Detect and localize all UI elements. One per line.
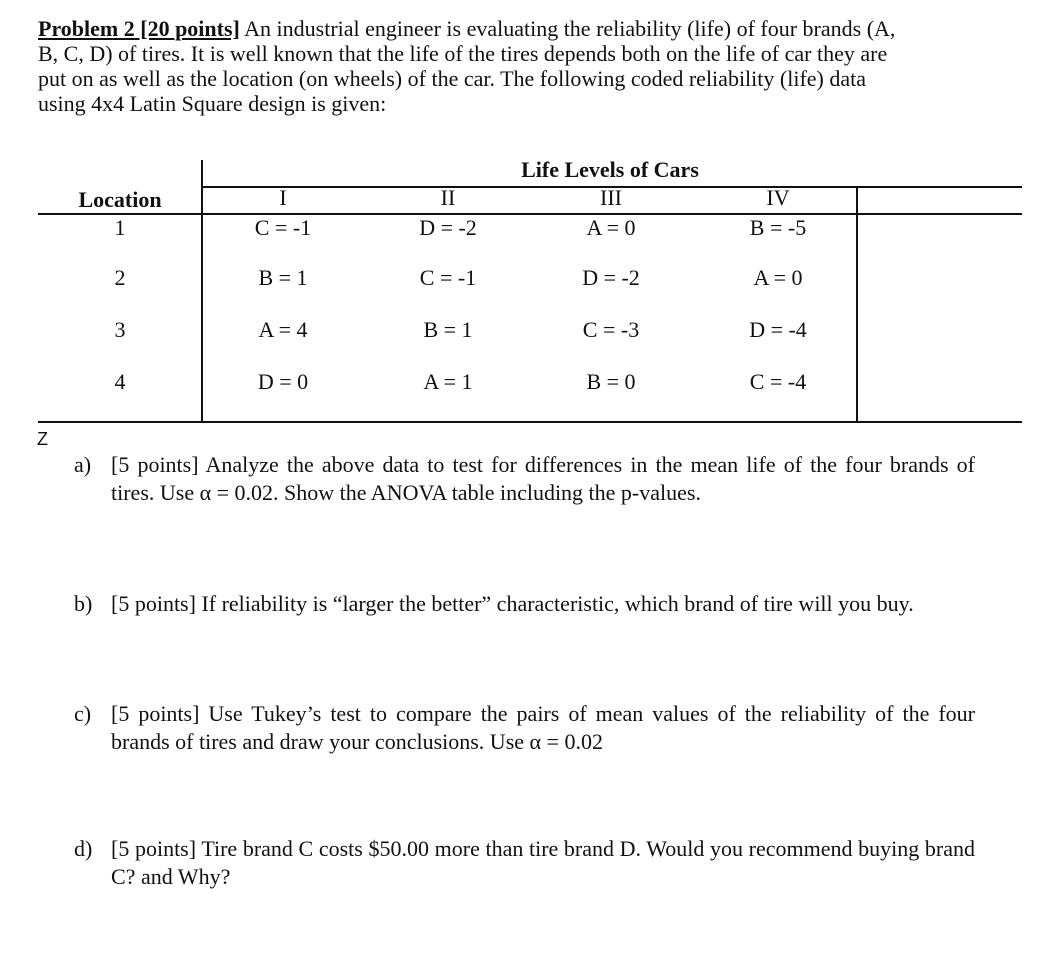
question-d-text: [5 points] Tire brand C costs $50.00 more than tire brand D. Would you recommend buying brand C? and Why? xyxy=(111,836,975,889)
cell-r3-c3: C = -3 xyxy=(582,317,640,342)
column-header-3: III xyxy=(600,185,622,210)
location-4: 4 xyxy=(114,369,126,394)
latin-square-table xyxy=(0,0,1054,430)
location-3: 3 xyxy=(114,317,126,342)
cell-r1-c1: C = -1 xyxy=(254,215,312,240)
question-b-text: [5 points] If reliability is “larger the better” characteristic, which brand of tire will you buy. xyxy=(111,591,914,616)
stray-mark: Z xyxy=(37,429,48,449)
cell-r2-c4: A = 0 xyxy=(753,265,803,290)
problem-heading: Problem 2 [20 points] xyxy=(38,16,240,41)
cell-r3-c1: A = 4 xyxy=(258,317,308,342)
cell-r1-c4: B = -5 xyxy=(749,215,807,240)
cell-r1-c3: A = 0 xyxy=(586,215,636,240)
column-header-1: I xyxy=(279,185,287,210)
intro-line-2: B, C, D) of tires. It is well known that the life of the tires depends both on the life of car they are xyxy=(38,41,888,66)
question-b-label: b) xyxy=(74,591,93,616)
cell-r3-c2: B = 1 xyxy=(423,317,473,342)
question-a-text: [5 points] Analyze the above data to test for differences in the mean life of the four brands of tires. Use α = 0.02. Show the ANOVA table including the p-values. xyxy=(111,452,975,505)
cell-r4-c1: D = 0 xyxy=(257,369,309,394)
question-a-label: a) xyxy=(74,452,92,477)
group-header: Life Levels of Cars xyxy=(521,157,699,182)
column-header-2: II xyxy=(440,185,456,210)
cell-r3-c4: D = -4 xyxy=(749,317,807,342)
question-c-label: c) xyxy=(74,701,92,726)
table-rule-bottom xyxy=(38,421,1022,423)
intro-line-3: put on as well as the location (on wheels) of the car. The following coded reliability (life) data xyxy=(38,66,866,91)
question-d-label: d) xyxy=(74,836,93,861)
location-2: 2 xyxy=(114,265,126,290)
question-c-text: [5 points] Use Tukey’s test to compare the pairs of mean values of the reliability of the four brands of tires and draw your conclusions. Use α = 0.02 xyxy=(111,701,975,754)
cell-r4-c3: B = 0 xyxy=(586,369,636,394)
intro-line-4: using 4x4 Latin Square design is given: xyxy=(38,91,387,116)
row-header: Location xyxy=(78,187,162,212)
cell-r4-c4: C = -4 xyxy=(749,369,807,394)
table-rule-header xyxy=(38,213,1022,215)
column-header-4: IV xyxy=(766,185,790,210)
table-rule-right xyxy=(856,187,858,423)
cell-r1-c2: D = -2 xyxy=(419,215,477,240)
intro-text-1: An industrial engineer is evaluating the reliability (life) of four brands (A, xyxy=(244,16,896,41)
cell-r2-c1: B = 1 xyxy=(258,265,308,290)
location-1: 1 xyxy=(114,215,126,240)
cell-r2-c2: C = -1 xyxy=(419,265,477,290)
cell-r2-c3: D = -2 xyxy=(582,265,640,290)
cell-r4-c2: A = 1 xyxy=(423,369,473,394)
table-rule-left xyxy=(201,160,203,423)
